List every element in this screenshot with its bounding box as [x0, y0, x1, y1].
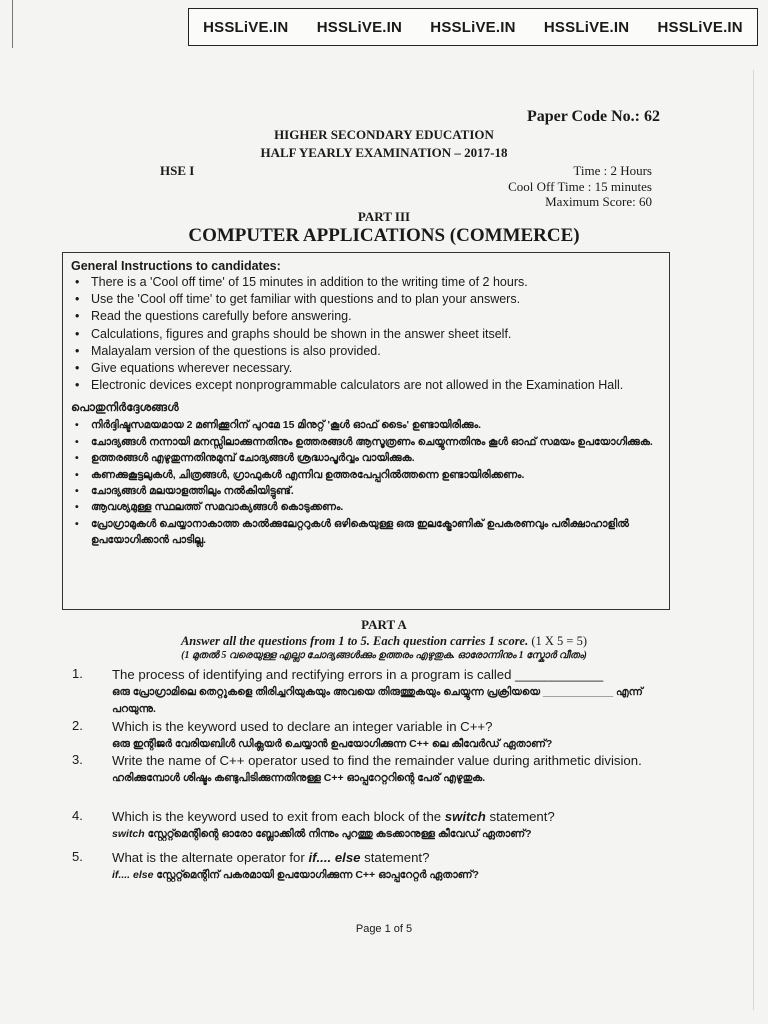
question-text-en: The process of identifying and rectifying errors in a program is called ____________ [112, 667, 604, 682]
site-label: HSSLiVE.IN [657, 18, 743, 36]
question-text-ml-body: സ്റ്റേറ്റ്മെന്റിന്റെ ഓരോ ബ്ലോക്കിൽ നിന്നും പുറത്തു കടക്കാനുള്ള കീവേഡ് ഏതാണ്? [144, 828, 532, 840]
part-a-score: (1 X 5 = 5) [531, 634, 588, 648]
question-text-ml: ഒരു ഇന്റിജർ വേരിയബിൾ ഡിക്ലയർ ചെയ്യാൻ ഉപയോഗിക്കുന്ന C++ ലെ കീവേർഡ് ഏതാണ്? [112, 738, 553, 750]
question-number: 3. [72, 752, 83, 767]
page-number: Page 1 of 5 [355, 923, 413, 935]
site-label: HSSLiVE.IN [203, 18, 289, 36]
instructions-list [71, 274, 661, 394]
time-info [508, 163, 652, 210]
exam-title: HALF YEARLY EXAMINATION – 2017-18 [260, 145, 508, 160]
subject-title: COMPUTER APPLICATIONS (COMMERCE) [188, 225, 580, 246]
instruction-item: • Give equations wherever necessary. [91, 360, 661, 377]
part-a-title: PART A [361, 617, 407, 632]
instruction-item: • Calculations, figures and graphs should be shown in the answer sheet itself. [91, 326, 661, 343]
question-text-en: Write the name of C++ operator used to find the remainder value during arithmetic division. [112, 753, 642, 768]
question-text-en: Which is the keyword used to declare an integer variable in C++? [112, 719, 493, 734]
site-label: HSSLiVE.IN [543, 18, 630, 36]
question-text-en [112, 849, 672, 867]
ml-instruction-item: • ചോദ്യങ്ങൾ നന്നായി മനസ്സിലാക്കുന്നതിനും ഉത്തരങ്ങൾ ആസൂത്രണം ചെയ്യുന്നതിനും കൂൾ ഓഫ് സമയം ഉപയോഗിക്കുക. [91, 434, 661, 450]
ml-instruction-item: • ചോദ്യങ്ങൾ മലയാളത്തിലും നൽകിയിട്ടുണ്ട്. [91, 483, 661, 499]
question-5 [72, 849, 672, 884]
cool-off-label: Cool Off Time : 15 minutes [508, 178, 652, 194]
question-text-ml [112, 867, 672, 884]
ml-instructions-title: പൊതുനിർദ്ദേശങ്ങൾ [71, 402, 179, 415]
ml-instruction-item: • കണക്കുകൂട്ടലുകൾ, ചിത്രങ്ങൾ, ഗ്രാഫുകൾ എന്നിവ ഉത്തരപേപ്പറിൽത്തന്നെ ഉണ്ടായിരിക്കണം. [91, 467, 661, 483]
instructions-box [62, 252, 670, 610]
site-label: HSSLiVE.IN [430, 18, 516, 36]
question-text-ml: ഹരിക്കുമ്പോൾ ശിഷ്ടം കണ്ടുപിടിക്കുന്നതിനുള്ള C++ ഓപ്പറേറ്ററിന്റെ പേര് എഴുതുക. [112, 772, 486, 784]
instruction-item: • There is a 'Cool off time' of 15 minutes in addition to the writing time of 2 hours. [91, 274, 661, 291]
time-label: Time : 2 Hours [573, 163, 652, 178]
part-label: PART III [357, 209, 411, 224]
question-text-post: statement? [485, 809, 555, 824]
keyword-if-else-ml: if.... else [112, 869, 154, 881]
question-number: 1. [72, 666, 83, 681]
ml-instruction-item: • ആവശ്യമുള്ള സ്ഥലത്ത് സമവാക്യങ്ങൾ കൊടുക്കണം. [91, 499, 661, 515]
board-title: HIGHER SECONDARY EDUCATION [274, 127, 494, 142]
question-text-ml [112, 826, 672, 843]
keyword-switch: switch [444, 809, 486, 824]
instruction-item: • Use the 'Cool off time' to get familiar with questions and to plan your answers. [91, 291, 661, 308]
instruction-item: • Read the questions carefully before answering. [91, 308, 661, 325]
hse-label: HSE I [160, 163, 195, 178]
instruction-item: • Malayalam version of the questions is also provided. [91, 343, 661, 360]
question-4 [72, 808, 672, 843]
question-text-post: statement? [360, 850, 430, 865]
question-text-en [112, 808, 672, 826]
instructions-title: General Instructions to candidates: [71, 259, 281, 273]
keyword-if-else: if.... else [308, 850, 361, 865]
question-1 [72, 666, 672, 718]
paper-code: Paper Code No.: 62 [526, 108, 660, 125]
site-label: HSSLiVE.IN [316, 18, 403, 36]
ml-instructions-list [71, 417, 661, 548]
part-a-instruction [0, 634, 768, 649]
page-edge-mark [0, 0, 13, 48]
ml-instruction-item: • നിർദ്ദിഷ്ടസമയമായ 2 മണിക്കൂറിന് പുറമേ 15 മിനുറ്റ് 'കൂൾ ഓഫ് ടൈം' ഉണ്ടായിരിക്കും. [91, 417, 661, 433]
instruction-item: • Electronic devices except nonprogrammable calculators are not allowed in the Examination Hall. [91, 377, 661, 394]
part-a-instruction-text: Answer all the questions from 1 to 5. Each question carries 1 score. [180, 634, 529, 648]
question-text-ml-body: സ്റ്റേറ്റ്മെന്റിന് പകരമായി ഉപയോഗിക്കുന്ന C++ ഓപ്പറേറ്റർ ഏതാണ്? [153, 869, 479, 881]
ml-instruction-item: • ഉത്തരങ്ങൾ എഴുതുന്നതിനുമുമ്പ് ചോദ്യങ്ങൾ ശ്രദ്ധാപൂർവ്വം വായിക്കുക. [91, 450, 661, 466]
question-text-ml: ഒരു പ്രോഗ്രാമിലെ തെറ്റുകളെ തിരിച്ചറിയുകയും അവയെ തിരുത്തുകയും ചെയ്യുന്ന പ്രക്രിയയെ ____________ എന്ന് പറയുന്നു. [112, 686, 643, 715]
site-watermark-band [188, 8, 758, 46]
keyword-switch-ml: switch [112, 828, 145, 840]
question-3 [72, 752, 672, 787]
question-number: 4. [72, 808, 83, 823]
part-a-ml-instruction: (1 മുതൽ 5 വരെയുള്ള എല്ലാ ചോദ്യങ്ങൾക്കും ഉത്തരം എഴുതുക. ഓരോന്നിനും 1 സ്കോർ വീതം) [181, 650, 587, 661]
ml-instruction-item: • പ്രോഗ്രാമുകൾ ചെയ്യാനാകാത്ത കാൽക്കുലേറ്ററുകൾ ഒഴികെയുള്ള ഒരു ഇലക്ട്രോണിക് ഉപകരണവും പരീക്ഷാഹാളിൽ ഉപയോഗിക്കാൻ പാടില്ല. [91, 516, 661, 549]
max-score-label: Maximum Score: 60 [545, 194, 652, 209]
question-number: 2. [72, 718, 83, 733]
question-number: 5. [72, 849, 83, 864]
question-text-pre: What is the alternate operator for [112, 850, 309, 865]
question-2 [72, 718, 672, 753]
question-text-pre: Which is the keyword used to exit from each block of the [112, 809, 445, 824]
